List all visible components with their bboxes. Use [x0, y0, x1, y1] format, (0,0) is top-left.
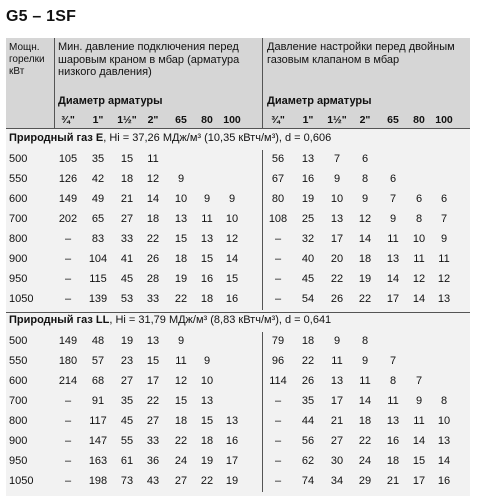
table-row [6, 332, 470, 352]
left-value-cell: 21 [120, 193, 134, 205]
right-value-cell: 27 [330, 435, 344, 447]
left-value-cell: 10 [174, 193, 188, 205]
left-value-cell: 35 [91, 153, 105, 165]
right-value-cell: 11 [359, 375, 371, 387]
right-value-cell: 22 [330, 273, 344, 285]
gas-name: Природный газ E [9, 132, 104, 144]
left-value-cell: 33 [146, 435, 160, 447]
size-header: 65 [175, 114, 187, 126]
right-value-cell: – [274, 233, 282, 245]
right-value-cell: 7 [389, 193, 397, 205]
right-value-cell: 11 [413, 253, 425, 265]
left-value-cell: – [64, 415, 72, 427]
right-value-cell: 11 [387, 395, 399, 407]
left-value-cell: 13 [174, 213, 188, 225]
left-value-cell: 33 [146, 293, 160, 305]
left-value-cell: 12 [146, 173, 160, 185]
right-value-cell: 96 [271, 355, 285, 367]
left-value-cell: 55 [120, 435, 134, 447]
power-cell: 950 [9, 273, 28, 285]
pressure-table [6, 38, 470, 496]
power-cell: 500 [9, 153, 28, 165]
right-value-cell: 22 [358, 293, 372, 305]
table-row [6, 472, 470, 492]
right-value-cell: 13 [330, 213, 344, 225]
right-value-cell: 7 [333, 153, 341, 165]
right-value-cell: 6 [415, 193, 423, 205]
page-title: G5 – 1SF [6, 8, 77, 25]
right-value-cell: 10 [437, 415, 451, 427]
right-value-cell: 14 [412, 293, 426, 305]
left-value-cell: 18 [146, 213, 160, 225]
left-value-cell: 48 [91, 335, 105, 347]
right-value-cell: – [274, 395, 282, 407]
left-value-cell: 57 [91, 355, 105, 367]
table-row [6, 230, 470, 250]
right-value-cell: 9 [333, 335, 341, 347]
section-header [9, 132, 331, 144]
power-cell: 700 [9, 395, 28, 407]
left-value-cell: 139 [88, 293, 108, 305]
left-value-cell: 49 [91, 193, 105, 205]
right-value-cell: 19 [301, 193, 315, 205]
power-cell: 800 [9, 233, 28, 245]
right-value-cell: – [274, 293, 282, 305]
left-value-cell: 126 [58, 173, 78, 185]
left-value-cell: 15 [174, 233, 188, 245]
power-cell: 1050 [9, 293, 34, 305]
left-value-cell: 16 [225, 435, 239, 447]
right-value-cell: 11 [413, 415, 425, 427]
left-value-cell: 22 [174, 293, 188, 305]
right-value-cell: 20 [330, 253, 344, 265]
left-value-cell: 15 [225, 273, 239, 285]
right-value-cell: 62 [301, 455, 315, 467]
left-value-cell: 26 [146, 253, 160, 265]
left-value-cell: 42 [91, 173, 105, 185]
right-value-cell: 26 [301, 375, 315, 387]
left-value-cell: 23 [120, 355, 134, 367]
power-cell: 550 [9, 355, 28, 367]
right-value-cell: 13 [437, 435, 451, 447]
left-value-cell: 13 [225, 415, 239, 427]
table-row [6, 352, 470, 372]
size-header: 1" [302, 114, 314, 126]
right-value-cell: 21 [330, 415, 344, 427]
right-value-cell: 13 [386, 253, 400, 265]
left-value-cell: 22 [174, 435, 188, 447]
left-value-cell: 43 [146, 475, 160, 487]
left-value-cell: – [64, 455, 72, 467]
header-divider [262, 38, 263, 128]
left-value-cell: 13 [200, 395, 214, 407]
right-value-cell: 7 [415, 375, 423, 387]
right-value-cell: 19 [358, 273, 372, 285]
left-value-cell: 18 [174, 253, 188, 265]
right-value-cell: 79 [271, 335, 285, 347]
right-value-cell: 7 [440, 213, 448, 225]
left-value-cell: 14 [225, 253, 239, 265]
left-value-cell: 163 [88, 455, 108, 467]
right-value-cell: 14 [386, 273, 400, 285]
right-value-cell: 9 [333, 173, 341, 185]
table-row [6, 190, 470, 210]
right-value-cell: 9 [361, 355, 369, 367]
left-value-cell: 27 [146, 415, 160, 427]
left-value-cell: 117 [89, 415, 107, 427]
right-value-cell: 15 [412, 455, 426, 467]
left-value-cell: – [64, 293, 72, 305]
right-value-cell: 8 [440, 395, 448, 407]
right-value-cell: 26 [330, 293, 344, 305]
right-value-cell: 40 [301, 253, 315, 265]
table-row [6, 250, 470, 270]
right-value-cell: 56 [301, 435, 315, 447]
right-value-cell: 24 [358, 455, 372, 467]
right-value-cell: 11 [331, 355, 343, 367]
right-value-cell: 6 [440, 193, 448, 205]
right-value-cell: 8 [389, 375, 397, 387]
left-value-cell: – [64, 435, 72, 447]
right-value-cell: 16 [301, 173, 315, 185]
diameter-label-left: Диаметр арматуры [58, 95, 163, 107]
left-value-cell: 27 [120, 375, 134, 387]
right-value-cell: 16 [386, 435, 400, 447]
left-value-cell: 105 [58, 153, 78, 165]
gas-formula: , Hi = 31,79 МДж/м³ (8,83 кВтч/м³), d = 0,641 [109, 314, 332, 326]
right-value-cell: 17 [330, 395, 344, 407]
left-value-cell: – [64, 273, 72, 285]
right-value-cell: 21 [386, 475, 400, 487]
left-value-cell: 65 [91, 213, 105, 225]
right-value-cell: 54 [301, 293, 315, 305]
table-row [6, 150, 470, 170]
right-value-cell: 7 [389, 355, 397, 367]
right-value-cell: – [274, 475, 282, 487]
left-value-cell: 22 [200, 475, 214, 487]
left-value-cell: 16 [200, 273, 214, 285]
section-header [9, 314, 331, 326]
left-value-cell: 13 [146, 335, 160, 347]
table-row [6, 412, 470, 432]
left-value-cell: 18 [200, 435, 214, 447]
left-value-cell: – [64, 395, 72, 407]
power-cell: 600 [9, 193, 28, 205]
left-value-cell: 147 [88, 435, 108, 447]
power-cell: 900 [9, 253, 28, 265]
left-value-cell: 15 [146, 355, 160, 367]
left-value-cell: 24 [174, 455, 188, 467]
right-value-cell: 9 [361, 193, 369, 205]
right-value-cell: 44 [301, 415, 315, 427]
right-value-cell: 11 [438, 253, 450, 265]
table-row [6, 432, 470, 452]
left-value-cell: 17 [146, 375, 160, 387]
right-value-cell: 12 [437, 273, 451, 285]
right-value-cell: 13 [330, 375, 344, 387]
column-divider [262, 150, 263, 310]
gas-formula: , Hi = 37,26 МДж/м³ (10,35 кВтч/м³), d = 0,606 [103, 132, 332, 144]
left-value-cell: 45 [120, 273, 134, 285]
left-value-cell: 10 [200, 375, 214, 387]
right-value-cell: 10 [412, 233, 426, 245]
left-value-cell: – [64, 253, 72, 265]
right-value-cell: 6 [361, 153, 369, 165]
size-header: 2" [359, 114, 371, 126]
left-value-cell: 14 [146, 193, 160, 205]
table-row [6, 290, 470, 310]
right-value-cell: 13 [301, 153, 315, 165]
right-value-cell: 14 [358, 395, 372, 407]
right-value-cell: 30 [330, 455, 344, 467]
right-value-cell: 18 [386, 455, 400, 467]
right-value-cell: 29 [358, 475, 372, 487]
left-value-cell: 17 [225, 455, 239, 467]
right-value-cell: 67 [271, 173, 285, 185]
left-value-cell: 198 [88, 475, 108, 487]
right-value-cell: 80 [271, 193, 285, 205]
right-value-cell: 35 [301, 395, 315, 407]
right-value-cell: 45 [301, 273, 315, 285]
right-value-cell: 14 [437, 455, 451, 467]
header-bottom-rule [6, 128, 470, 129]
right-value-cell: 22 [358, 435, 372, 447]
right-value-cell: 13 [437, 293, 451, 305]
left-value-cell: 15 [200, 415, 214, 427]
right-value-cell: 18 [358, 253, 372, 265]
right-value-cell: – [274, 273, 282, 285]
size-header: 80 [413, 114, 425, 126]
right-value-cell: 12 [412, 273, 426, 285]
left-value-cell: 22 [146, 233, 160, 245]
left-value-cell: 214 [58, 375, 78, 387]
size-header: 1½" [117, 114, 137, 126]
left-value-cell: 83 [91, 233, 105, 245]
left-value-cell: 19 [200, 455, 214, 467]
right-value-cell: 9 [415, 395, 423, 407]
left-value-cell: 15 [200, 253, 214, 265]
size-header: 65 [387, 114, 399, 126]
left-value-cell: 12 [174, 375, 188, 387]
right-value-cell: 17 [330, 233, 344, 245]
right-value-cell: 6 [389, 173, 397, 185]
left-value-cell: 53 [120, 293, 134, 305]
left-value-cell: 45 [120, 415, 134, 427]
left-value-cell: 9 [203, 355, 211, 367]
left-value-cell: 27 [174, 475, 188, 487]
left-value-cell: 33 [120, 233, 134, 245]
right-value-cell: 8 [361, 173, 369, 185]
table-row [6, 392, 470, 412]
left-value-cell: 19 [120, 335, 134, 347]
right-value-cell: – [274, 435, 282, 447]
right-value-cell: 18 [301, 335, 315, 347]
right-value-cell: 14 [358, 233, 372, 245]
right-value-cell: 25 [301, 213, 315, 225]
left-value-cell: 18 [174, 415, 188, 427]
right-value-cell: 56 [271, 153, 285, 165]
left-value-cell: 11 [175, 355, 187, 367]
left-value-cell: 16 [225, 293, 239, 305]
left-value-cell: 115 [89, 273, 107, 285]
right-value-cell: – [274, 253, 282, 265]
right-value-cell: 8 [361, 335, 369, 347]
size-header: 100 [435, 114, 453, 126]
left-value-cell: 149 [58, 193, 78, 205]
table-row [6, 452, 470, 472]
size-header: 2" [147, 114, 159, 126]
right-value-cell: – [274, 415, 282, 427]
column-divider [262, 332, 263, 492]
left-value-cell: 104 [88, 253, 108, 265]
power-cell: 600 [9, 375, 28, 387]
size-header: ¾" [271, 114, 285, 126]
right-value-cell: – [274, 455, 282, 467]
right-group-header: Давление настройки перед двойным газовым клапаном в мбар [267, 41, 455, 66]
left-value-cell: 28 [146, 273, 160, 285]
power-cell: 500 [9, 335, 28, 347]
left-value-cell: 19 [225, 475, 239, 487]
left-value-cell: 61 [120, 455, 134, 467]
left-value-cell: 9 [228, 193, 236, 205]
size-header: 1" [92, 114, 104, 126]
right-value-cell: 14 [412, 435, 426, 447]
right-value-cell: 17 [412, 475, 426, 487]
left-value-cell: 202 [58, 213, 78, 225]
left-value-cell: 180 [58, 355, 78, 367]
right-value-cell: 13 [386, 415, 400, 427]
power-cell: 950 [9, 455, 28, 467]
size-header: 100 [223, 114, 241, 126]
left-value-cell: 18 [120, 173, 134, 185]
size-header: 80 [201, 114, 213, 126]
power-header: Мощн. горелки кВт [9, 42, 45, 77]
left-value-cell: 11 [201, 213, 213, 225]
left-value-cell: 9 [203, 193, 211, 205]
table-row [6, 170, 470, 190]
left-value-cell: 11 [147, 153, 159, 165]
left-value-cell: 9 [177, 335, 185, 347]
left-value-cell: 19 [174, 273, 188, 285]
table-row [6, 372, 470, 392]
right-value-cell: 17 [386, 293, 400, 305]
gas-name: Природный газ LL [9, 314, 110, 326]
right-value-cell: 8 [415, 213, 423, 225]
left-group-header: Мин. давление подключения перед шаровым краном в мбар (арматура низкого давления) [58, 41, 240, 78]
right-value-cell: 32 [301, 233, 315, 245]
right-value-cell: 108 [268, 213, 288, 225]
left-value-cell: – [64, 233, 72, 245]
power-cell: 550 [9, 173, 28, 185]
right-value-cell: 16 [437, 475, 451, 487]
left-value-cell: 73 [120, 475, 134, 487]
diameter-label-right: Диаметр арматуры [267, 95, 372, 107]
right-value-cell: 74 [301, 475, 315, 487]
right-value-cell: 12 [358, 213, 372, 225]
left-value-cell: 27 [120, 213, 134, 225]
size-header: ¾" [61, 114, 75, 126]
left-value-cell: 15 [174, 395, 188, 407]
left-value-cell: 22 [146, 395, 160, 407]
left-value-cell: 149 [58, 335, 78, 347]
left-value-cell: 13 [200, 233, 214, 245]
power-cell: 800 [9, 415, 28, 427]
power-cell: 1050 [9, 475, 34, 487]
right-value-cell: 9 [440, 233, 448, 245]
left-value-cell: 9 [177, 173, 185, 185]
left-value-cell: 35 [120, 395, 134, 407]
left-value-cell: 91 [91, 395, 105, 407]
left-value-cell: 36 [146, 455, 160, 467]
power-cell: 900 [9, 435, 28, 447]
power-cell: 700 [9, 213, 28, 225]
left-value-cell: 18 [200, 293, 214, 305]
right-value-cell: 11 [387, 233, 399, 245]
right-value-cell: 9 [389, 213, 397, 225]
left-value-cell: 15 [120, 153, 134, 165]
right-value-cell: 114 [269, 375, 287, 387]
table-row [6, 270, 470, 290]
left-value-cell: 12 [225, 233, 239, 245]
size-header: 1½" [327, 114, 347, 126]
right-value-cell: 22 [301, 355, 315, 367]
section-divider [6, 312, 470, 313]
table-row [6, 210, 470, 230]
left-value-cell: 68 [91, 375, 105, 387]
right-value-cell: 34 [330, 475, 344, 487]
left-value-cell: – [64, 475, 72, 487]
right-value-cell: 10 [330, 193, 344, 205]
left-value-cell: 10 [225, 213, 239, 225]
right-value-cell: 18 [358, 415, 372, 427]
left-value-cell: 41 [120, 253, 134, 265]
